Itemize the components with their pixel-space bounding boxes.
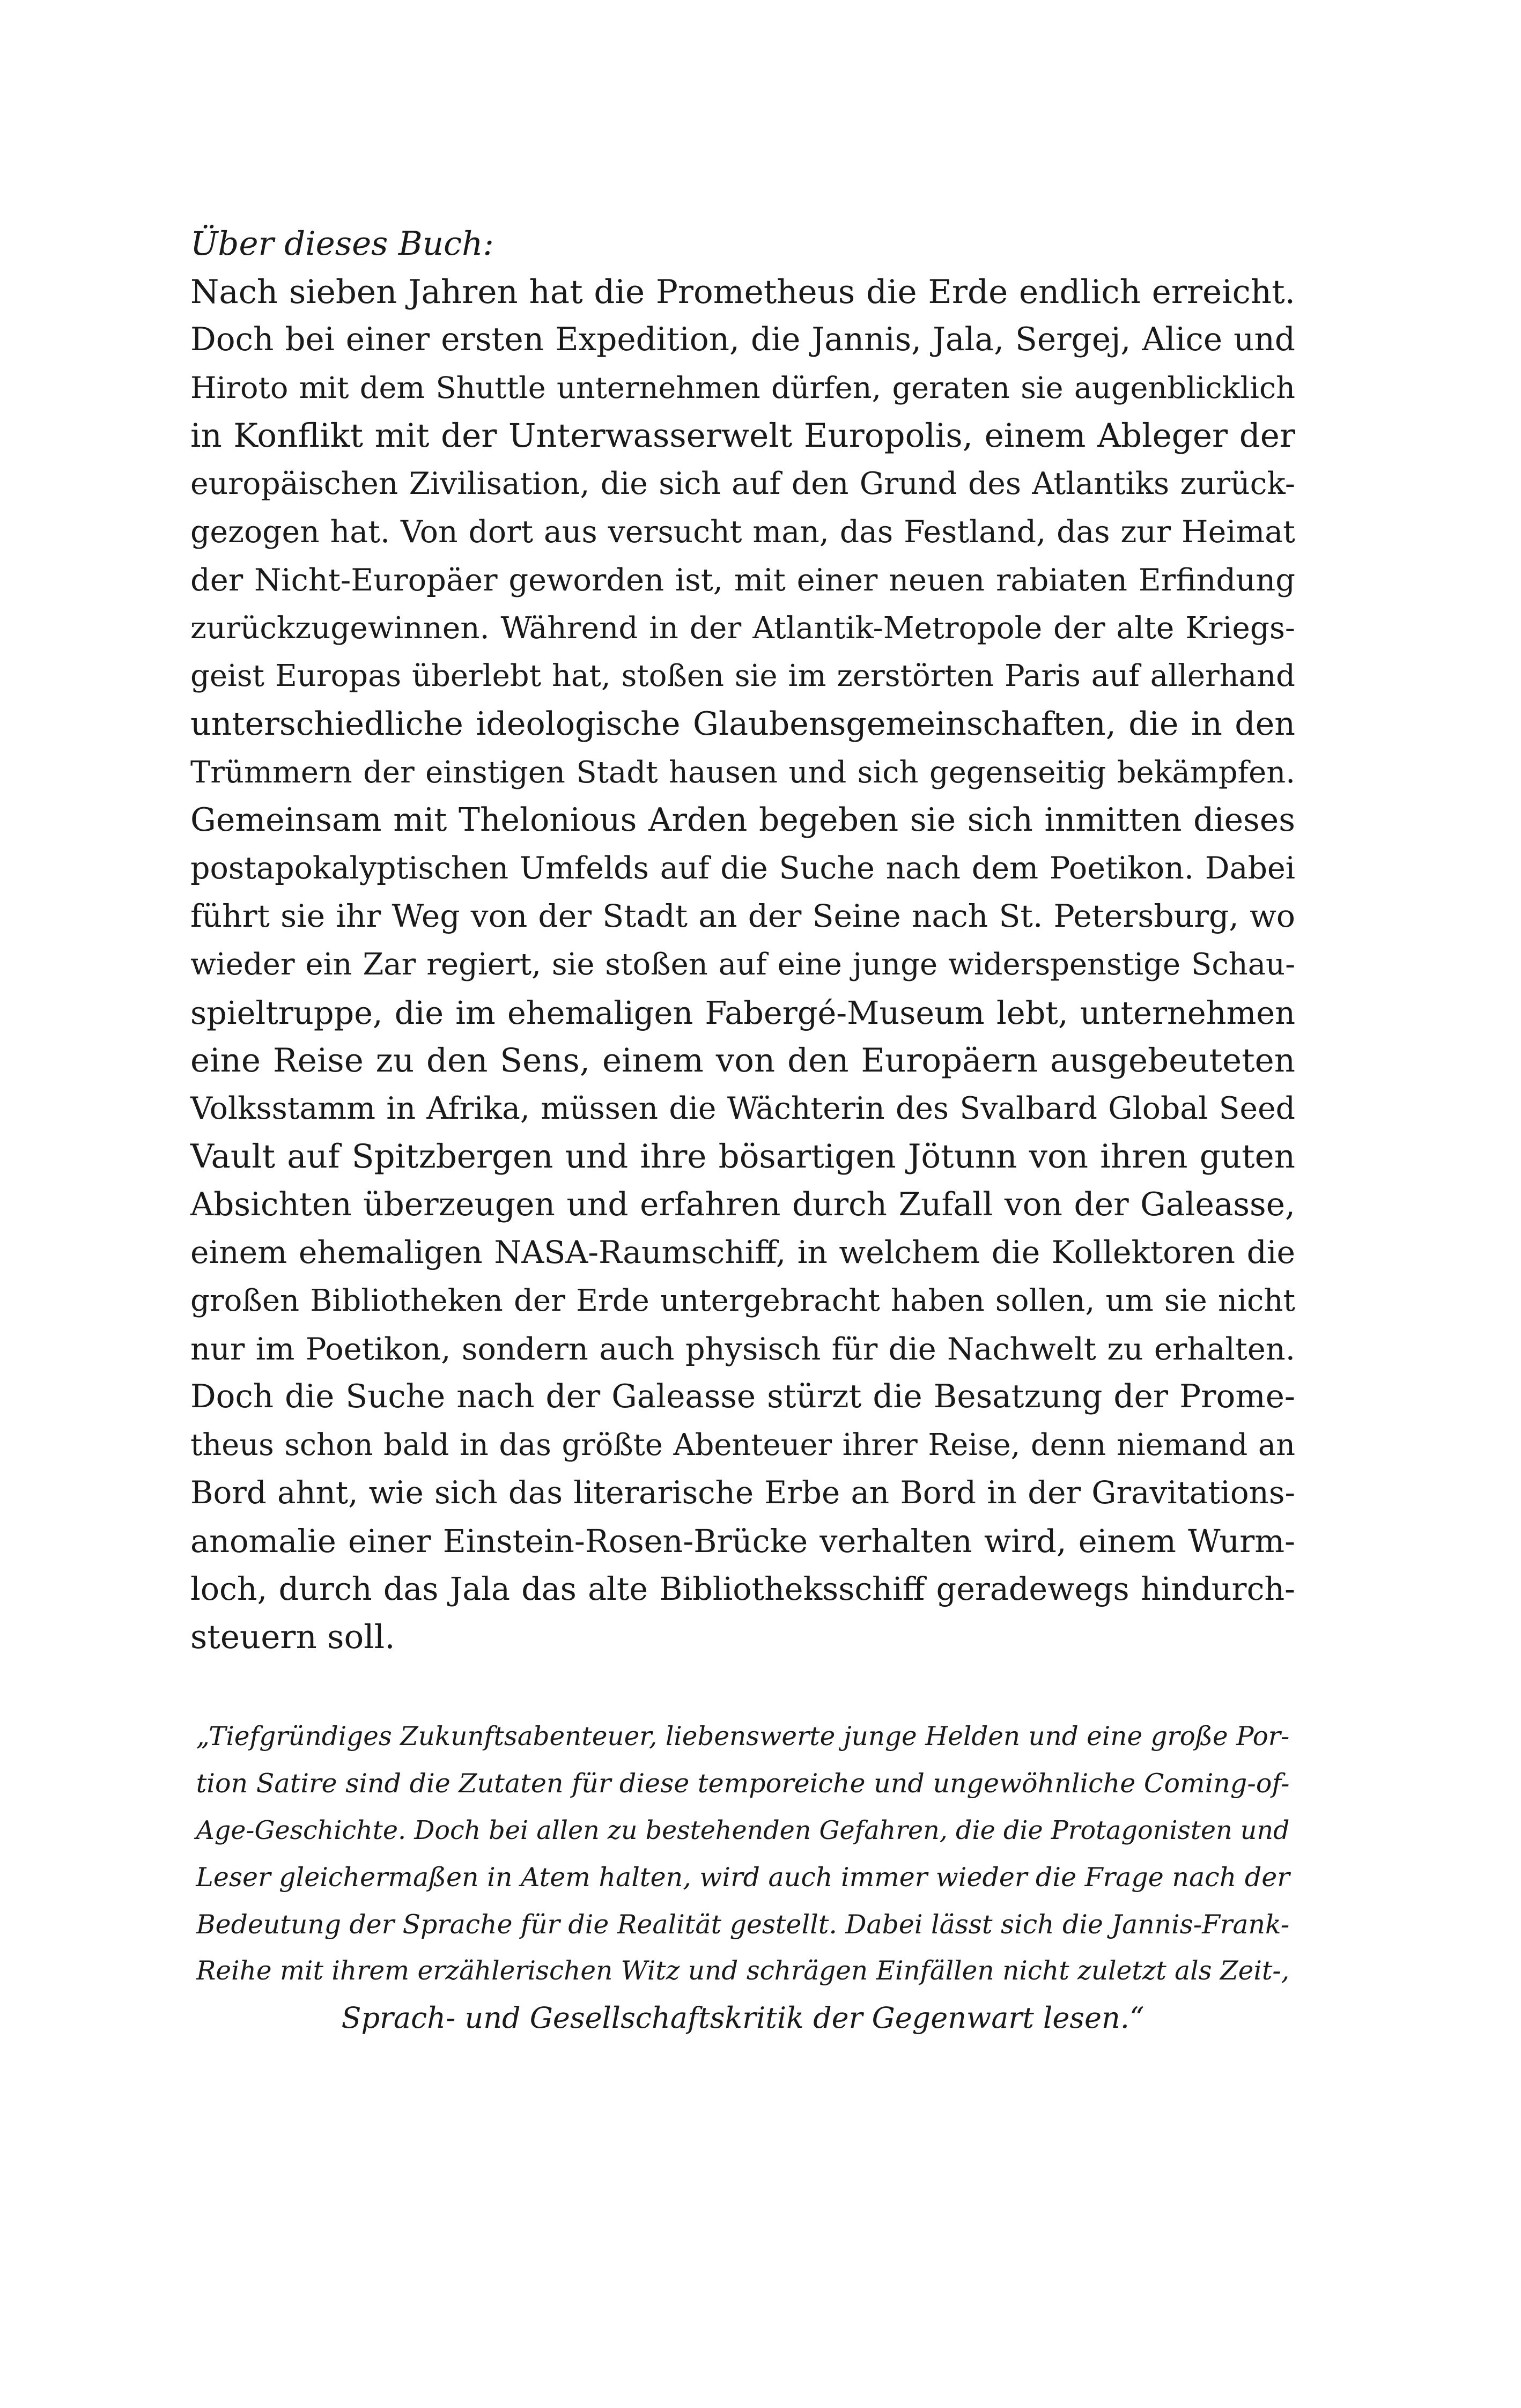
description-line: unterschiedliche ideologische Glaubensgemeinschaften, die in den [190, 705, 1295, 743]
section-heading: Über dieses Buch: [190, 225, 494, 263]
description-line: Vault auf Spitzbergen und ihre bösartigen Jötunn von ihren guten [190, 1137, 1295, 1176]
description-line: anomalie einer Einstein-Rosen-Brücke verhalten wird, einem Wurm- [190, 1523, 1295, 1560]
description-line: Hiroto mit dem Shuttle unternehmen dürfen, geraten sie augenblicklich [190, 370, 1295, 405]
description-line: Bord ahnt, wie sich das literarische Erbe an Bord in der Gravitations- [190, 1474, 1295, 1511]
description-line: in Konflikt mit der Unterwasserwelt Europolis, einem Ableger der [190, 417, 1295, 455]
description-body [190, 268, 1295, 1661]
description-line: der Nicht-Europäer geworden ist, mit einer neuen rabiaten Erfindung [190, 562, 1295, 599]
quote-line: Sprach- und Gesellschaftskritik der Gegenwart lesen.“ [341, 2001, 1145, 2035]
description-line: spieltruppe, die im ehemaligen Fabergé-Museum lebt, unternehmen [190, 994, 1295, 1031]
description-line: geist Europas überlebt hat, stoßen sie im zerstörten Paris auf allerhand [190, 659, 1295, 694]
description-line: Volksstamm in Afrika, müssen die Wächterin des Svalbard Global Seed [190, 1090, 1295, 1126]
description-line: Doch die Suche nach der Galeasse stürzt die Besatzung der Prome- [190, 1378, 1295, 1416]
quote-line: Leser gleichermaßen in Atem halten, wird auch immer wieder die Frage nach der [196, 1862, 1290, 1893]
description-line: Doch bei einer ersten Expedition, die Jannis, Jala, Sergej, Alice und [190, 321, 1295, 359]
description-line: eine Reise zu den Sens, einem von den Europäern ausgebeuteten [190, 1042, 1295, 1080]
quote-line: Age-Geschichte. Doch bei allen zu bestehenden Gefahren, die die Protagonisten und [196, 1815, 1290, 1845]
description-line: theus schon bald in das größte Abenteuer ihrer Reise, denn niemand an [190, 1427, 1295, 1462]
description-line: postapokalyptischen Umfelds auf die Suche nach dem Poetikon. Dabei [190, 850, 1295, 886]
book-description [190, 220, 1295, 1661]
quote-line: Reihe mit ihrem erzählerischen Witz und schrägen Einfällen nicht zuletzt als Zeit-, [196, 1955, 1290, 1986]
description-line: europäischen Zivilisation, die sich auf den Grund des Atlantiks zurück- [190, 466, 1295, 501]
quote-line: tion Satire sind die Zutaten für diese temporeiche und ungewöhnliche Coming-of- [196, 1768, 1290, 1799]
review-quote [190, 1713, 1295, 2042]
description-line: Trümmern der einstigen Stadt hausen und sich gegenseitig bekämpfen. [190, 755, 1295, 790]
description-line: führt sie ihr Weg von der Stadt an der Seine nach St. Petersburg, wo [190, 898, 1295, 935]
description-line: zurückzugewinnen. Während in der Atlantik-Metropole der alte Kriegs- [190, 610, 1295, 646]
description-line: Gemeinsam mit Thelonious Arden begeben sie sich inmitten dieses [190, 801, 1295, 839]
description-line: großen Bibliotheken der Erde untergebracht haben sollen, um sie nicht [190, 1283, 1295, 1319]
description-line: gezogen hat. Von dort aus versucht man, das Festland, das zur Heimat [190, 514, 1295, 550]
quote-line: Bedeutung der Sprache für die Realität gestellt. Dabei lässt sich die Jannis-Frank- [196, 1909, 1290, 1940]
description-line: einem ehemaligen NASA-Raumschiff, in welchem die Kollektoren die [190, 1234, 1295, 1271]
description-line: steuern soll. [190, 1618, 395, 1657]
description-line: Absichten überzeugen und erfahren durch Zufall von der Galeasse, [190, 1186, 1295, 1223]
quote-line: „Tiefgründiges Zukunftsabenteuer, liebenswerte junge Helden und eine große Por- [196, 1722, 1290, 1752]
description-line: nur im Poetikon, sondern auch physisch für die Nachwelt zu erhalten. [190, 1331, 1295, 1367]
description-line: loch, durch das Jala das alte Bibliotheksschiff geradewegs hindurch- [190, 1570, 1295, 1607]
description-line: Nach sieben Jahren hat die Prometheus die Erde endlich erreicht. [190, 272, 1295, 311]
description-line: wieder ein Zar regiert, sie stoßen auf eine junge widerspenstige Schau- [190, 947, 1295, 982]
